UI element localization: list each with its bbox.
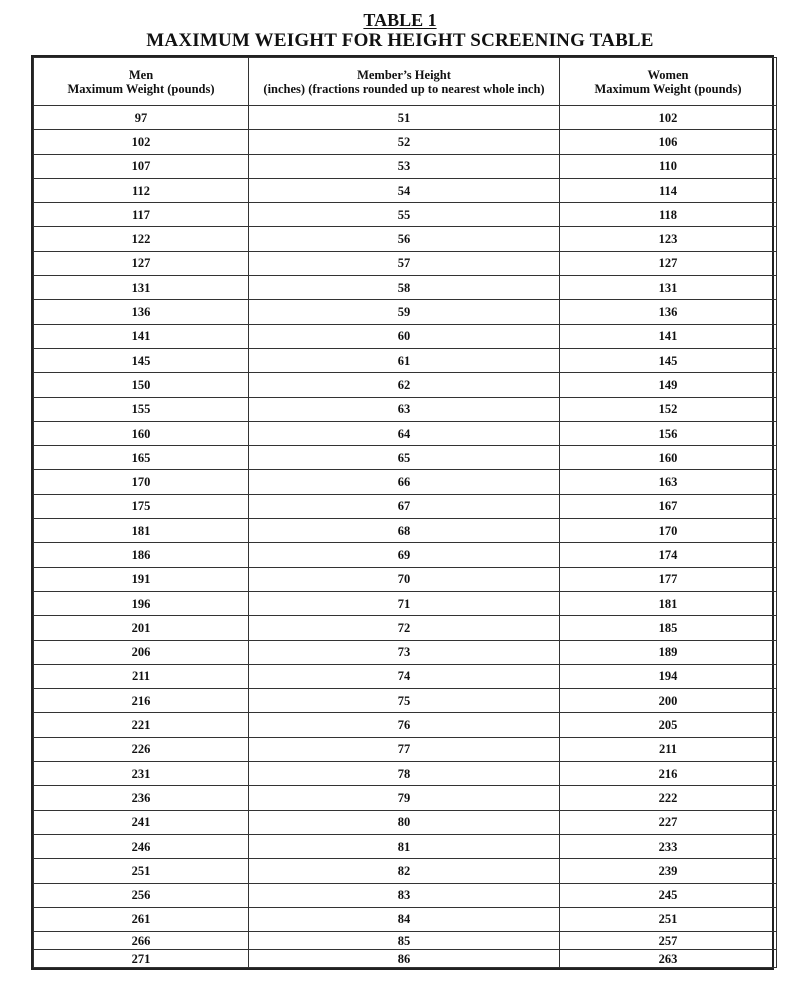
height-cell: 68 <box>249 519 560 543</box>
men-weight-cell: 241 <box>34 810 249 834</box>
table-row <box>34 227 777 251</box>
men-weight-cell: 266 <box>34 932 249 950</box>
women-weight-cell: 189 <box>560 640 777 664</box>
men-weight-cell: 251 <box>34 859 249 883</box>
header-women-title: Women <box>647 67 689 82</box>
table-row <box>34 543 777 567</box>
height-cell: 76 <box>249 713 560 737</box>
height-cell: 56 <box>249 227 560 251</box>
table-row <box>34 786 777 810</box>
men-weight-cell: 165 <box>34 446 249 470</box>
women-weight-cell: 245 <box>560 883 777 907</box>
table-row <box>34 348 777 372</box>
table-row <box>34 616 777 640</box>
table-row <box>34 276 777 300</box>
height-cell: 57 <box>249 251 560 275</box>
women-weight-cell: 118 <box>560 203 777 227</box>
header-row <box>34 58 777 106</box>
women-weight-cell: 205 <box>560 713 777 737</box>
height-cell: 52 <box>249 130 560 154</box>
men-weight-cell: 181 <box>34 519 249 543</box>
men-weight-cell: 271 <box>34 950 249 968</box>
women-weight-cell: 233 <box>560 834 777 858</box>
table-row <box>34 713 777 737</box>
men-weight-cell: 221 <box>34 713 249 737</box>
women-weight-cell: 200 <box>560 689 777 713</box>
women-weight-cell: 185 <box>560 616 777 640</box>
women-weight-cell: 152 <box>560 397 777 421</box>
women-weight-cell: 106 <box>560 130 777 154</box>
table-row <box>34 689 777 713</box>
height-cell: 78 <box>249 762 560 786</box>
men-weight-cell: 122 <box>34 227 249 251</box>
men-weight-cell: 196 <box>34 591 249 615</box>
men-weight-cell: 150 <box>34 373 249 397</box>
height-cell: 72 <box>249 616 560 640</box>
women-weight-cell: 127 <box>560 251 777 275</box>
height-cell: 53 <box>249 154 560 178</box>
height-cell: 73 <box>249 640 560 664</box>
height-cell: 81 <box>249 834 560 858</box>
table-row <box>34 300 777 324</box>
height-cell: 74 <box>249 664 560 688</box>
table-row <box>34 106 777 130</box>
table-row <box>34 397 777 421</box>
women-weight-cell: 177 <box>560 567 777 591</box>
men-weight-cell: 231 <box>34 762 249 786</box>
table-heading: MAXIMUM WEIGHT FOR HEIGHT SCREENING TABLE <box>146 30 654 51</box>
header-women <box>560 58 777 106</box>
men-weight-cell: 211 <box>34 664 249 688</box>
height-cell: 62 <box>249 373 560 397</box>
height-cell: 70 <box>249 567 560 591</box>
table-row <box>34 494 777 518</box>
men-weight-cell: 107 <box>34 154 249 178</box>
header-women-subtitle: Maximum Weight (pounds) <box>594 81 742 96</box>
men-weight-cell: 191 <box>34 567 249 591</box>
women-weight-cell: 149 <box>560 373 777 397</box>
screening-table-frame <box>31 55 774 970</box>
men-weight-cell: 102 <box>34 130 249 154</box>
height-cell: 77 <box>249 737 560 761</box>
table-row <box>34 251 777 275</box>
table-row <box>34 178 777 202</box>
men-weight-cell: 97 <box>34 106 249 130</box>
women-weight-cell: 251 <box>560 907 777 931</box>
height-cell: 86 <box>249 950 560 968</box>
men-weight-cell: 141 <box>34 324 249 348</box>
table-row <box>34 324 777 348</box>
table-row <box>34 373 777 397</box>
height-cell: 55 <box>249 203 560 227</box>
table-row <box>34 203 777 227</box>
women-weight-cell: 227 <box>560 810 777 834</box>
men-weight-cell: 256 <box>34 883 249 907</box>
women-weight-cell: 194 <box>560 664 777 688</box>
men-weight-cell: 186 <box>34 543 249 567</box>
height-cell: 67 <box>249 494 560 518</box>
header-men-subtitle: Maximum Weight (pounds) <box>67 81 215 96</box>
height-cell: 79 <box>249 786 560 810</box>
men-weight-cell: 117 <box>34 203 249 227</box>
table-row <box>34 762 777 786</box>
women-weight-cell: 156 <box>560 421 777 445</box>
men-weight-cell: 112 <box>34 178 249 202</box>
women-weight-cell: 263 <box>560 950 777 968</box>
women-weight-cell: 123 <box>560 227 777 251</box>
men-weight-cell: 155 <box>34 397 249 421</box>
men-weight-cell: 226 <box>34 737 249 761</box>
height-cell: 58 <box>249 276 560 300</box>
men-weight-cell: 160 <box>34 421 249 445</box>
height-cell: 51 <box>249 106 560 130</box>
men-weight-cell: 261 <box>34 907 249 931</box>
men-weight-cell: 201 <box>34 616 249 640</box>
table-row <box>34 950 777 968</box>
height-cell: 61 <box>249 348 560 372</box>
table-row <box>34 130 777 154</box>
header-height <box>249 58 560 106</box>
table-row <box>34 907 777 931</box>
table-row <box>34 859 777 883</box>
table-row <box>34 470 777 494</box>
women-weight-cell: 174 <box>560 543 777 567</box>
height-cell: 82 <box>249 859 560 883</box>
men-weight-cell: 131 <box>34 276 249 300</box>
table-row <box>34 421 777 445</box>
height-cell: 85 <box>249 932 560 950</box>
women-weight-cell: 131 <box>560 276 777 300</box>
table-row <box>34 810 777 834</box>
men-weight-cell: 145 <box>34 348 249 372</box>
men-weight-cell: 170 <box>34 470 249 494</box>
height-cell: 63 <box>249 397 560 421</box>
table-number: TABLE 1 <box>363 10 437 30</box>
header-height-subtitle: (inches) (fractions rounded up to nearest whole inch) <box>263 81 545 96</box>
table-row <box>34 591 777 615</box>
height-cell: 69 <box>249 543 560 567</box>
men-weight-cell: 216 <box>34 689 249 713</box>
men-weight-cell: 246 <box>34 834 249 858</box>
men-weight-cell: 127 <box>34 251 249 275</box>
women-weight-cell: 181 <box>560 591 777 615</box>
table-row <box>34 737 777 761</box>
table-row <box>34 834 777 858</box>
table-body <box>34 106 777 968</box>
women-weight-cell: 211 <box>560 737 777 761</box>
height-cell: 65 <box>249 446 560 470</box>
women-weight-cell: 170 <box>560 519 777 543</box>
height-cell: 66 <box>249 470 560 494</box>
women-weight-cell: 141 <box>560 324 777 348</box>
header-men-title: Men <box>128 67 154 82</box>
table-title <box>0 10 800 52</box>
height-cell: 64 <box>249 421 560 445</box>
height-cell: 60 <box>249 324 560 348</box>
women-weight-cell: 145 <box>560 348 777 372</box>
men-weight-cell: 236 <box>34 786 249 810</box>
women-weight-cell: 222 <box>560 786 777 810</box>
height-cell: 54 <box>249 178 560 202</box>
women-weight-cell: 239 <box>560 859 777 883</box>
women-weight-cell: 110 <box>560 154 777 178</box>
women-weight-cell: 102 <box>560 106 777 130</box>
table-row <box>34 446 777 470</box>
men-weight-cell: 136 <box>34 300 249 324</box>
women-weight-cell: 114 <box>560 178 777 202</box>
table-row <box>34 519 777 543</box>
height-cell: 84 <box>249 907 560 931</box>
height-cell: 71 <box>249 591 560 615</box>
height-cell: 59 <box>249 300 560 324</box>
height-cell: 83 <box>249 883 560 907</box>
table-row <box>34 640 777 664</box>
women-weight-cell: 163 <box>560 470 777 494</box>
men-weight-cell: 206 <box>34 640 249 664</box>
table-row <box>34 664 777 688</box>
women-weight-cell: 136 <box>560 300 777 324</box>
men-weight-cell: 175 <box>34 494 249 518</box>
women-weight-cell: 167 <box>560 494 777 518</box>
height-cell: 80 <box>249 810 560 834</box>
women-weight-cell: 257 <box>560 932 777 950</box>
women-weight-cell: 216 <box>560 762 777 786</box>
height-cell: 75 <box>249 689 560 713</box>
table-row <box>34 154 777 178</box>
header-men <box>34 58 249 106</box>
table-row <box>34 932 777 950</box>
screening-table <box>33 57 777 968</box>
table-row <box>34 567 777 591</box>
women-weight-cell: 160 <box>560 446 777 470</box>
table-row <box>34 883 777 907</box>
header-height-title: Member’s Height <box>357 67 451 82</box>
